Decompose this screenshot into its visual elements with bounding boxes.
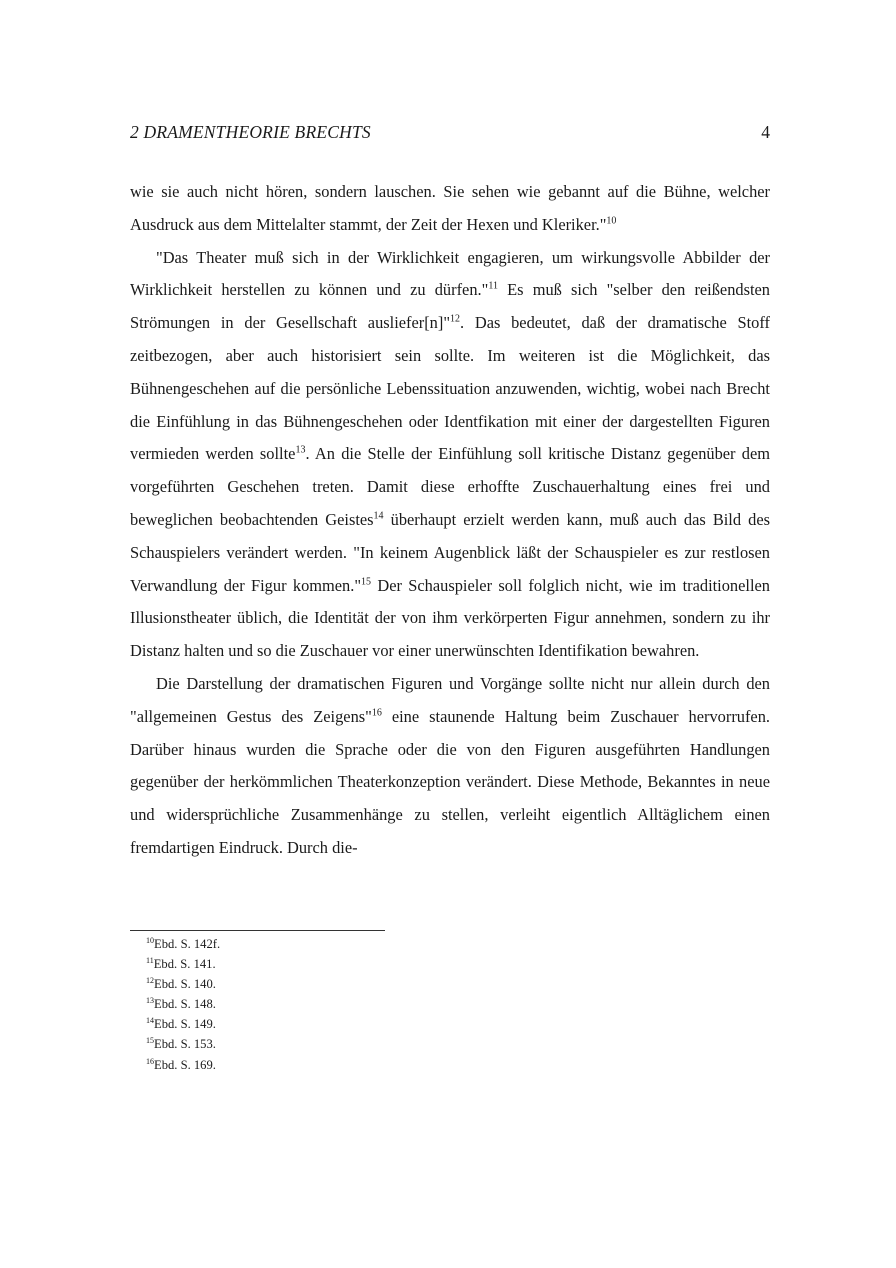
footnote [146,974,546,994]
text-run: überhaupt erzielt werden kann, muß auch das Bild des Schauspielers verändert werden. "In keinem Augenblick läßt der Schauspieler es zur restlosen Verwandlung der Figur kommen." [130,509,770,595]
chapter-title: 2 DRAMENTHEORIE BRECHTS [130,122,371,142]
footnote-text: Ebd. S. 148. [154,997,216,1012]
footnote-number: 15 [146,1036,154,1046]
footnote [146,994,546,1014]
footnote-marker: 13 [295,444,306,456]
footnotes [146,934,546,1075]
footnote [146,1034,546,1054]
footnote-marker: 10 [606,215,617,227]
footnote [146,954,546,974]
text-run: Der Schauspieler soll folglich nicht, wie im traditionellen Illusionstheater üblich, die Identität der von ihm verkörperten Figur annehmen, sondern zu ihr Distanz halten und so die Zuschauer vor einer unerwünschten Identifikation bewahren. [130,575,770,661]
text-run: eine staunende Haltung beim Zuschauer hervorrufen. Darüber hinaus wurden die Sprache oder die von den Figuren ausgeführten Handlungen gegenüber der herkömmlichen Theaterkonzeption verändert. Diese Methode, Bekanntes in neue und widersprüchliche Zusammenhänge zu stellen, verleiht eigentlich Alltäglichem einen fremdartigen Eindruck. Durch die- [130,706,770,857]
footnote-marker: 15 [361,576,372,588]
footnote-number: 12 [146,976,154,985]
footnote-separator [130,930,385,931]
footnote-marker: 12 [450,313,461,325]
footnote [146,1055,546,1075]
footnote-text: Ebd. S. 141. [153,957,216,972]
footnote [146,1014,546,1034]
text-run: Die Darstellung der dramatischen Figuren und Vorgänge sollte nicht nur allein durch den "allgemeinen Gestus des Zeigens" [130,673,770,726]
text-run: Es muß sich "selber den reißendsten Strömungen in der Gesellschaft ausliefer[n]" [130,280,770,333]
text-run: "Das Theater muß sich in der Wirklichkeit engagieren, um wirkungsvolle Abbilder der Wirklichkeit herstellen zu können und zu dürfen." [130,247,770,300]
footnote-text: Ebd. S. 149. [154,1017,216,1032]
footnote-number: 16 [146,1056,154,1066]
text-run: wie sie auch nicht hören, sondern lauschen. Sie sehen wie gebannt auf die Bühne, welcher Ausdruck aus dem Mittelalter stammt, der Zeit der Hexen und Kleriker." [130,182,770,234]
page-number: 4 [761,122,770,142]
footnote-number: 13 [146,996,154,1006]
footnote-text: Ebd. S. 142f. [154,937,221,951]
footnote [146,934,546,954]
footnote-text: Ebd. S. 169. [154,1057,216,1072]
paragraph [130,242,770,668]
running-header [130,122,770,146]
paragraph [130,176,770,242]
text-run: . Das bedeutet, daß der dramatische Stoff zeitbezogen, aber auch historisiert sein sollte. Im weiteren ist die Möglichkeit, das Bühnengeschehen auf die persönliche Lebenssituation anzuwenden, wichtig, wobei nach Brecht die Einfühlung in das Bühnengeschehen oder Identfikation mit einer der dargestellten Figuren vermieden werden sollte [130,313,770,464]
footnote-number: 11 [146,955,154,965]
footnote-text: Ebd. S. 140. [154,977,216,992]
footnote-number: 10 [146,935,154,945]
footnote-text: Ebd. S. 153. [154,1037,216,1052]
footnote-marker: 14 [373,510,384,522]
body-text [130,176,770,865]
footnote-marker: 11 [488,280,498,292]
footnote-marker: 16 [371,707,382,719]
footnote-number: 14 [146,1016,154,1026]
paragraph [130,668,770,865]
text-run: . An die Stelle der Einfühlung soll kritische Distanz gegenüber dem vorgeführten Geschehen treten. Damit diese erhoffte Zuschauerhaltung eines frei und beweglichen beobachtenden Geistes [130,444,770,529]
